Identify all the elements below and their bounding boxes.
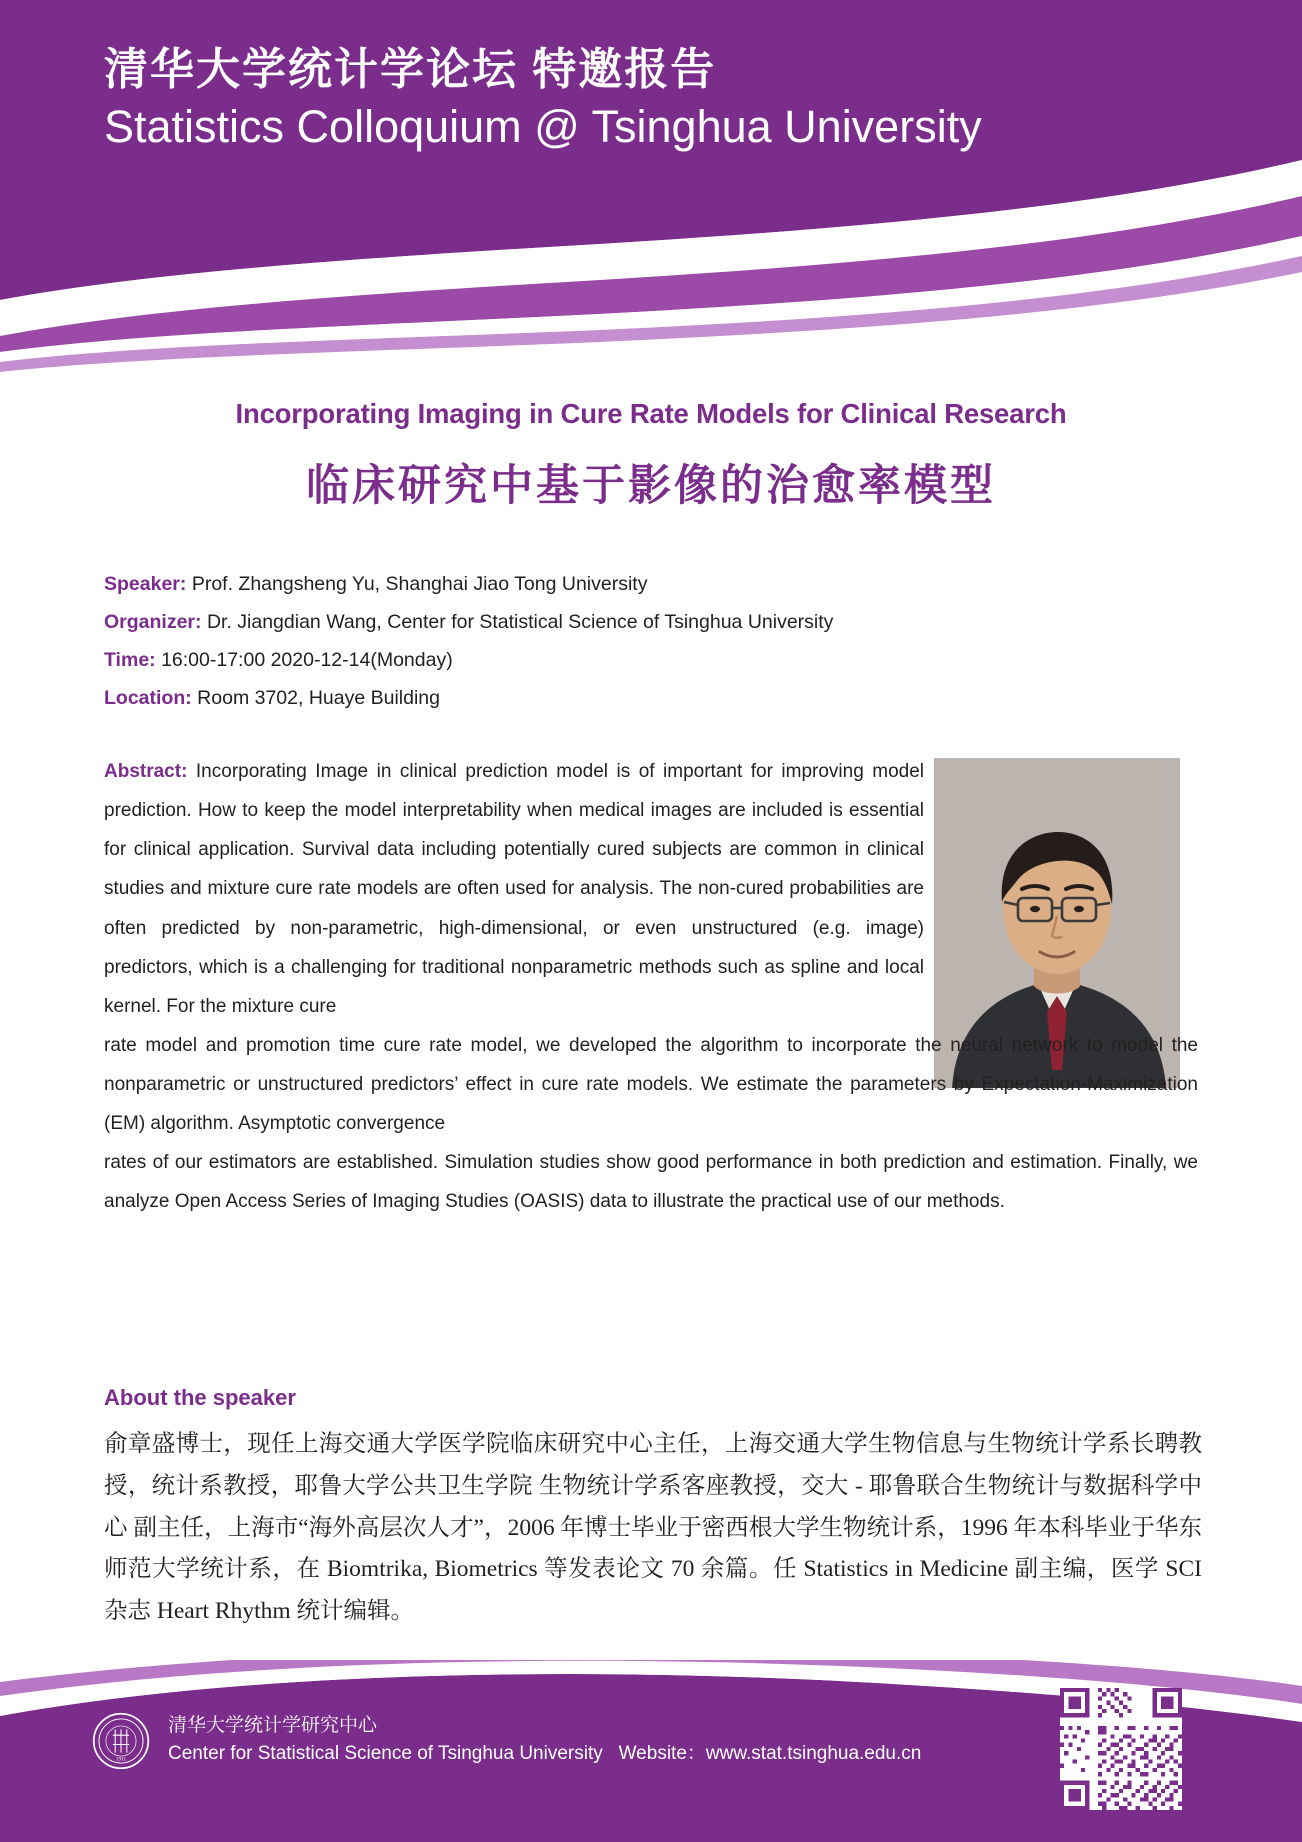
abstract-text-part2: rate model and promotion time cure rate model, we developed the algorithm to incorporate the neural network to model the nonparametric or unstructured predictors’ effect in cure rate models. We estimate the parameters by Expectation-Maximization (EM) algorithm. Asymptotic convergence xyxy=(104,1034,1198,1135)
abstract-text-part1: Incorporating Image in clinical prediction model is of important for improving model prediction. How to keep the model interpretability when medical images are included is essential for clinical application. Survival data including potentially cured subjects are common in clinical studies and mixture cure rate models are often used for analysis. The non-cured probabilities are often predicted by non-parametric, high-dimensional, or even unstructured (e.g. image) predictors, which is a challenging for traditional nonparametric methods such as spline and local kernel. For the mixture cure xyxy=(104,761,924,1017)
organizer-label: Organizer: xyxy=(104,611,202,634)
speaker-row xyxy=(104,565,1204,603)
organizer-row xyxy=(104,603,1204,641)
location-label: Location: xyxy=(104,687,192,710)
time-row xyxy=(104,641,1204,679)
footer-website-label: Website： xyxy=(618,1742,706,1764)
footer-org-text xyxy=(168,1712,921,1767)
event-details xyxy=(104,565,1204,717)
poster-header xyxy=(0,0,1302,390)
location-value: Room 3702, Huaye Building xyxy=(197,687,440,710)
abstract-text-part3: rates of our estimators are established. Simulation studies show good performance in both prediction and estimation. Finally, we analyze Open Access Series of Imaging Studies (OASIS) data to illustrate the practical use of our methods. xyxy=(104,1152,1198,1213)
talk-title-chinese: 临床研究中基于影像的治愈率模型 xyxy=(306,462,996,510)
location-row xyxy=(104,679,1204,717)
header-title-en: Statistics Colloquium @ Tsinghua University xyxy=(104,101,982,152)
poster-footer xyxy=(0,1660,1302,1842)
about-speaker-bio: 俞章盛博士，现任上海交通大学医学院临床研究中心主任，上海交通大学生物信息与生物统计学系长聘教授，统计系教授，耶鲁大学公共卫生学院 生物统计学系客座教授，交大 - 耶鲁联合生物统计与数据科学中心 副主任，上海市“海外高层次人才”，2006 年博士毕业于密西根大学生物统计系，1996 年本科毕业于华东师范大学统计系，在 Biomtrika, Biometrics 等发表论文 70 余篇。任 Statistics in Medicine 副主编，医学 SCI 杂志 Heart Rhythm 统计编辑。 xyxy=(104,1431,1202,1625)
abstract-text-part2-wrapper xyxy=(104,1026,1198,1143)
abstract-text-part3-wrapper xyxy=(104,1143,1198,1221)
header-title-cn: 清华大学统计学论坛 特邀报告 xyxy=(104,45,717,94)
abstract-label: Abstract: xyxy=(104,761,188,782)
talk-title-english: Incorporating Imaging in Cure Rate Models for Clinical Research xyxy=(235,398,1067,429)
time-value: 16:00-17:00 2020-12-14(Monday) xyxy=(161,649,453,672)
tsinghua-university-seal-icon xyxy=(92,1712,150,1770)
footer-org-cn: 清华大学统计学研究中心 xyxy=(168,1715,378,1736)
organizer-value: Dr. Jiangdian Wang, Center for Statistical Science of Tsinghua University xyxy=(206,611,834,634)
speaker-value: Prof. Zhangsheng Yu, Shanghai Jiao Tong University xyxy=(191,573,648,595)
footer-org-line xyxy=(168,1740,921,1768)
abstract-block xyxy=(104,752,1198,1222)
footer-website-url[interactable]: www.stat.tsinghua.edu.cn xyxy=(705,1742,922,1764)
time-label: Time: xyxy=(104,649,156,672)
header-titles xyxy=(104,42,982,155)
speaker-label: Speaker: xyxy=(104,573,187,595)
abstract-paragraph-wrapped xyxy=(104,752,924,1026)
about-speaker-heading: About the speaker xyxy=(104,1385,296,1410)
svg-text:1911: 1911 xyxy=(115,1756,127,1763)
qr-code-icon[interactable] xyxy=(1060,1688,1182,1810)
footer-org-en: Center for Statistical Science of Tsinghua University xyxy=(168,1742,603,1764)
